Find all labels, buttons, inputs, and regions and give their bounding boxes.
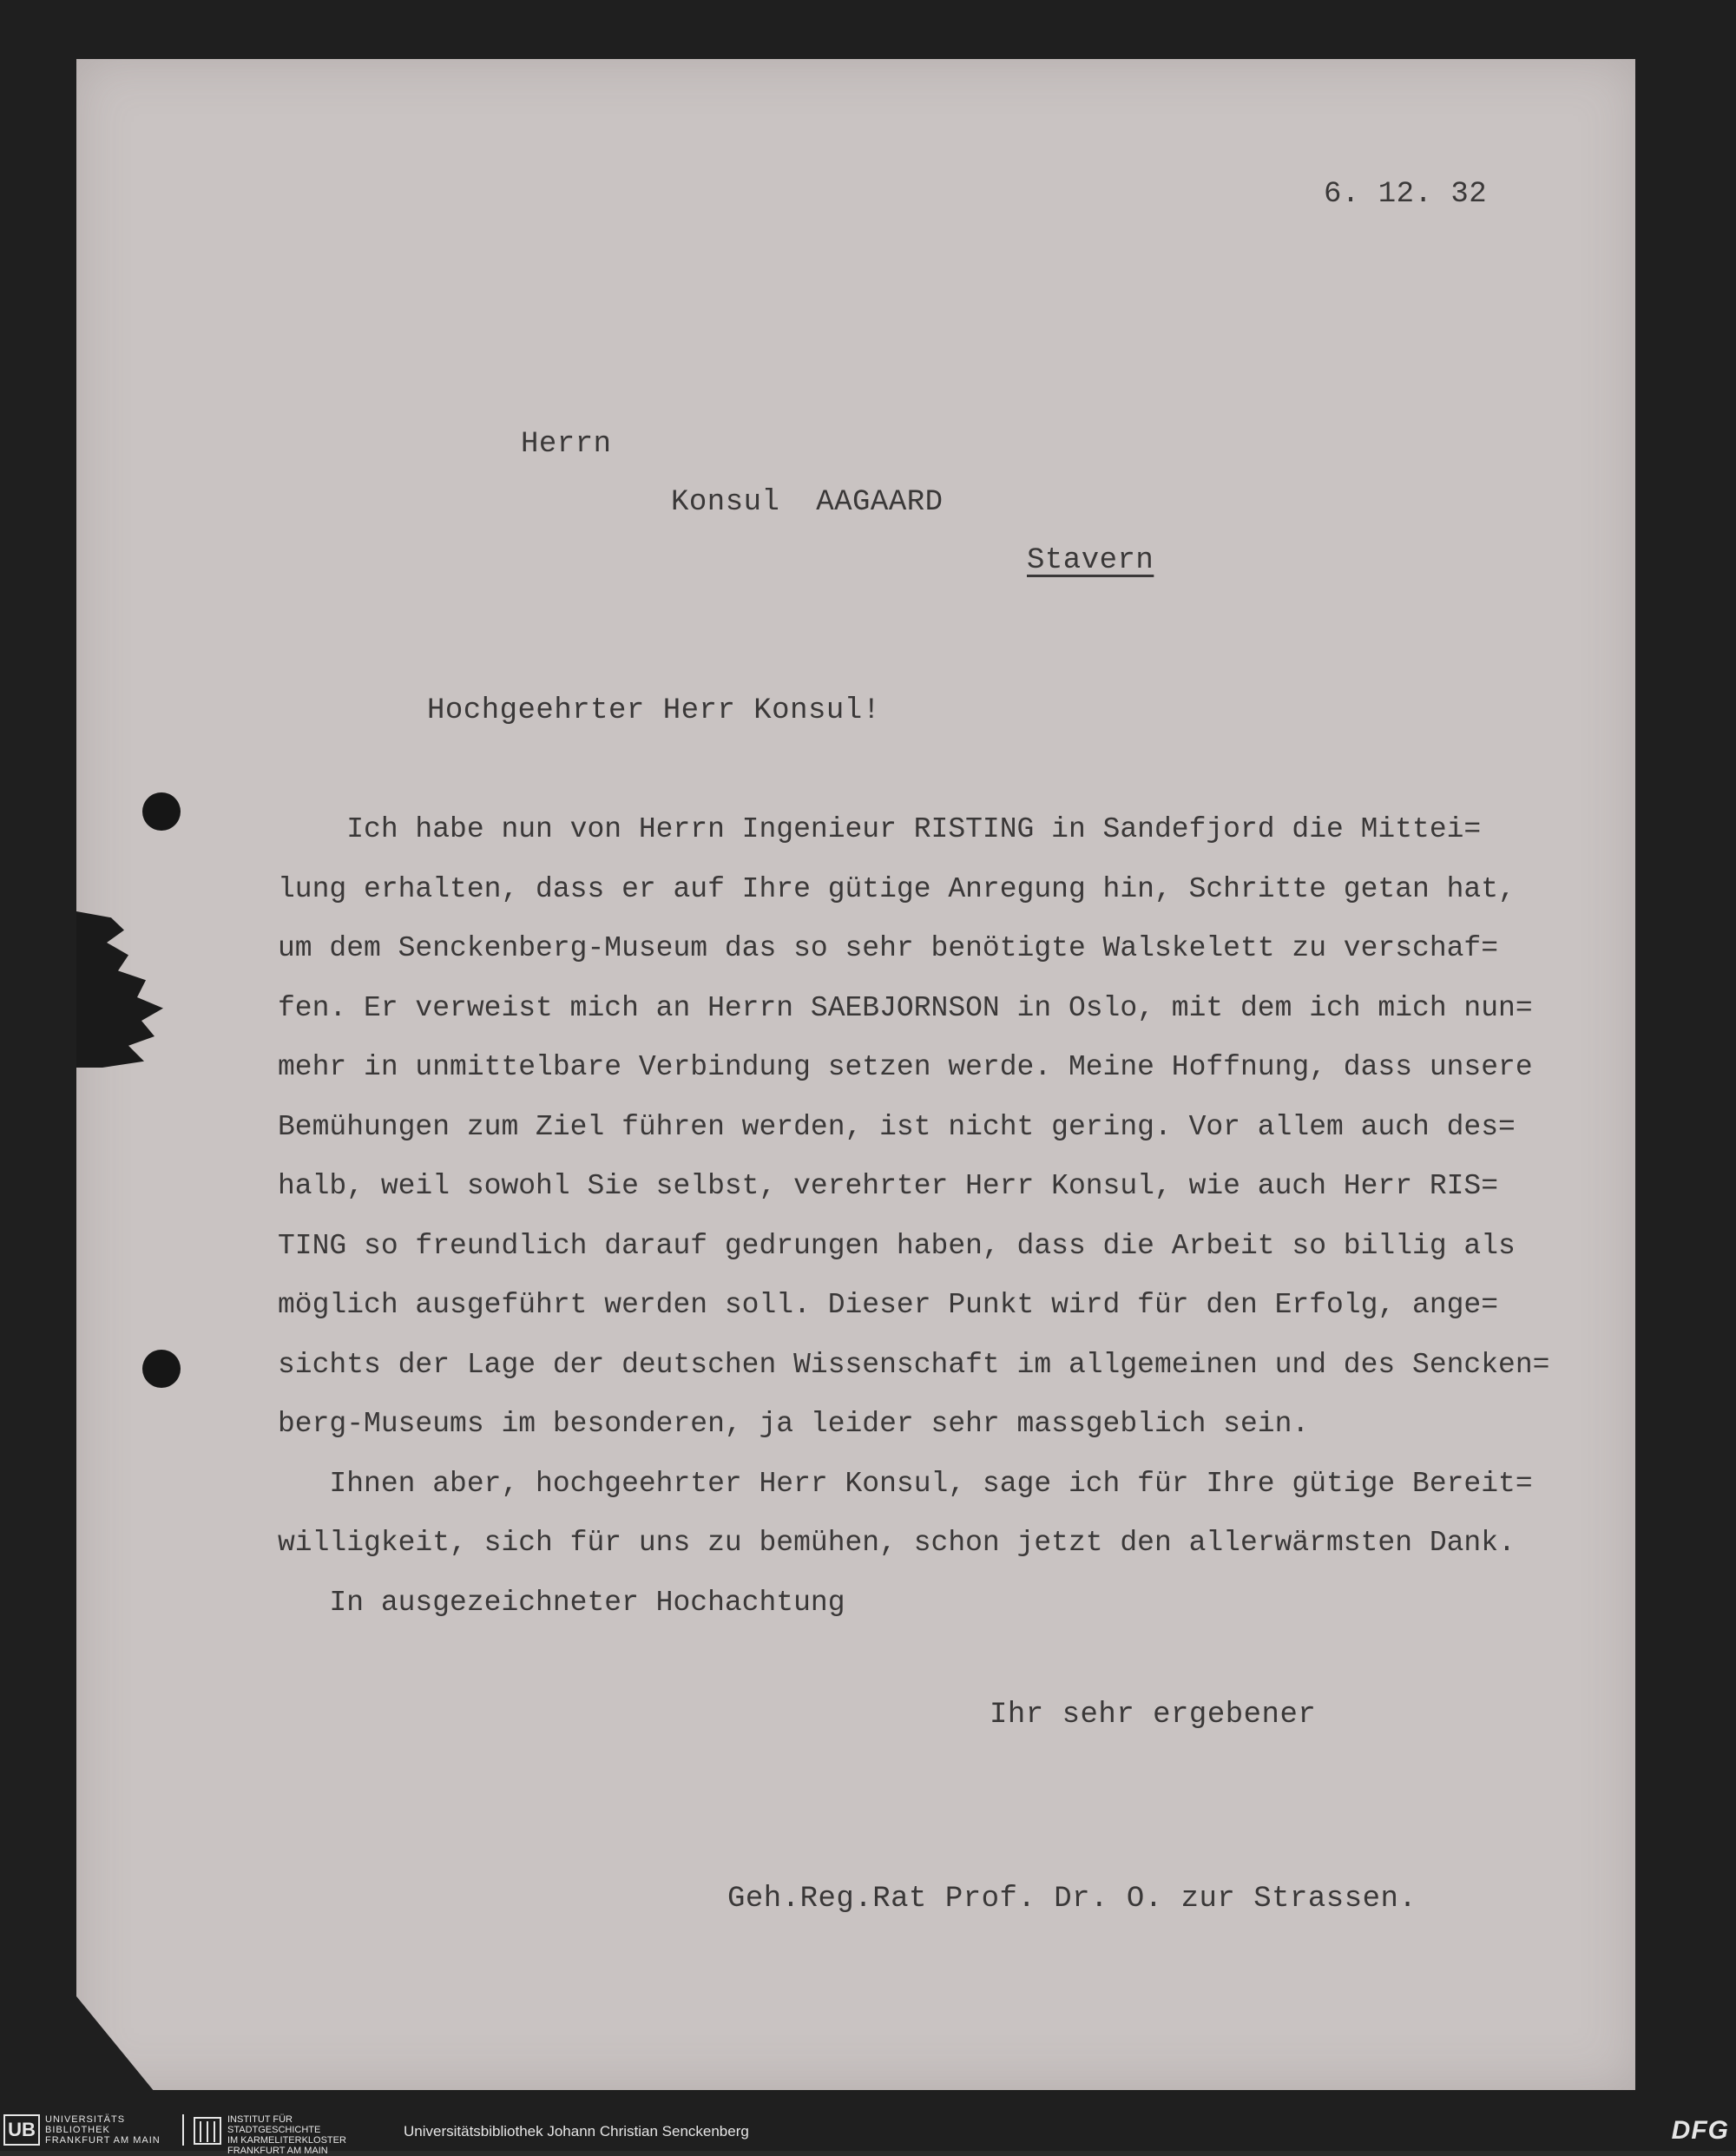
body-line: Ihnen aber, hochgeehrter Herr Konsul, sage ich für Ihre gütige Bereit= [278,1467,1533,1500]
letter-date: 6. 12. 32 [1324,178,1488,211]
body-line: Bemühungen zum Ziel führen werden, ist nicht gering. Vor allem auch des= [278,1110,1516,1143]
institute-logo-text: INSTITUT FÜR STADTGESCHICHTE IM KARMELITERKLOSTER FRANKFURT AM MAIN [227,2114,346,2156]
footer-divider [182,2114,184,2146]
punch-hole-top [142,792,181,831]
body-line: fen. Er verweist mich an Herrn SAEBJORNSON in Oslo, mit dem ich mich nun= [278,991,1533,1024]
body-line: sichts der Lage der deutschen Wissenschaft im allgemeinen und des Sencken= [278,1348,1550,1381]
body-line: lung erhalten, dass er auf Ihre gütige Anregung hin, Schritte getan hat, [278,872,1516,905]
body-line: mehr in unmittelbare Verbindung setzen werde. Meine Hoffnung, dass unsere [278,1051,1533,1083]
body-line: möglich ausgeführt werden soll. Dieser Punkt wird für den Erfolg, ange= [278,1289,1499,1321]
letter-body [278,800,1632,1633]
ub-logo-text: UNIVERSITÄTS BIBLIOTHEK FRANKFURT AM MAIN [45,2114,161,2146]
dfg-logo[interactable]: DFG [1671,2116,1729,2145]
body-line: um dem Senckenberg-Museum das so sehr benötigte Walskelett zu verschaf= [278,932,1499,964]
body-line: berg-Museums im besonderen, ja leider sehr massgeblich sein. [278,1408,1310,1440]
letter-greeting: Hochgeehrter Herr Konsul! [427,694,881,727]
addressee-city: Stavern [1027,544,1154,577]
letter-signature: Geh.Reg.Rat Prof. Dr. O. zur Strassen. [727,1883,1417,1916]
body-line: halb, weil sowohl Sie selbst, verehrter Herr Konsul, wie auch Herr RIS= [278,1170,1499,1202]
addressee-name: Konsul AAGAARD [671,486,944,519]
body-line: willigkeit, sich für uns zu bemühen, schon jetzt den allerwärmsten Dank. [278,1527,1516,1559]
institute-building-icon [193,2114,222,2146]
library-credit: Universitätsbibliothek Johann Christian Senckenberg [404,2123,749,2140]
body-line: Ich habe nun von Herrn Ingenieur RISTING in Sandefjord die Mittei= [278,813,1482,845]
letter-closing: Ihr sehr ergebener [990,1699,1317,1732]
body-line: In ausgezeichneter Hochachtung [278,1586,845,1619]
body-line: TING so freundlich darauf gedrungen haben, dass die Arbeit so billig als [278,1229,1516,1262]
ub-logo[interactable]: UB [3,2114,40,2146]
punch-hole-bottom [142,1350,181,1388]
addressee-prefix: Herrn [521,428,612,461]
footer-bar [0,2099,1736,2156]
